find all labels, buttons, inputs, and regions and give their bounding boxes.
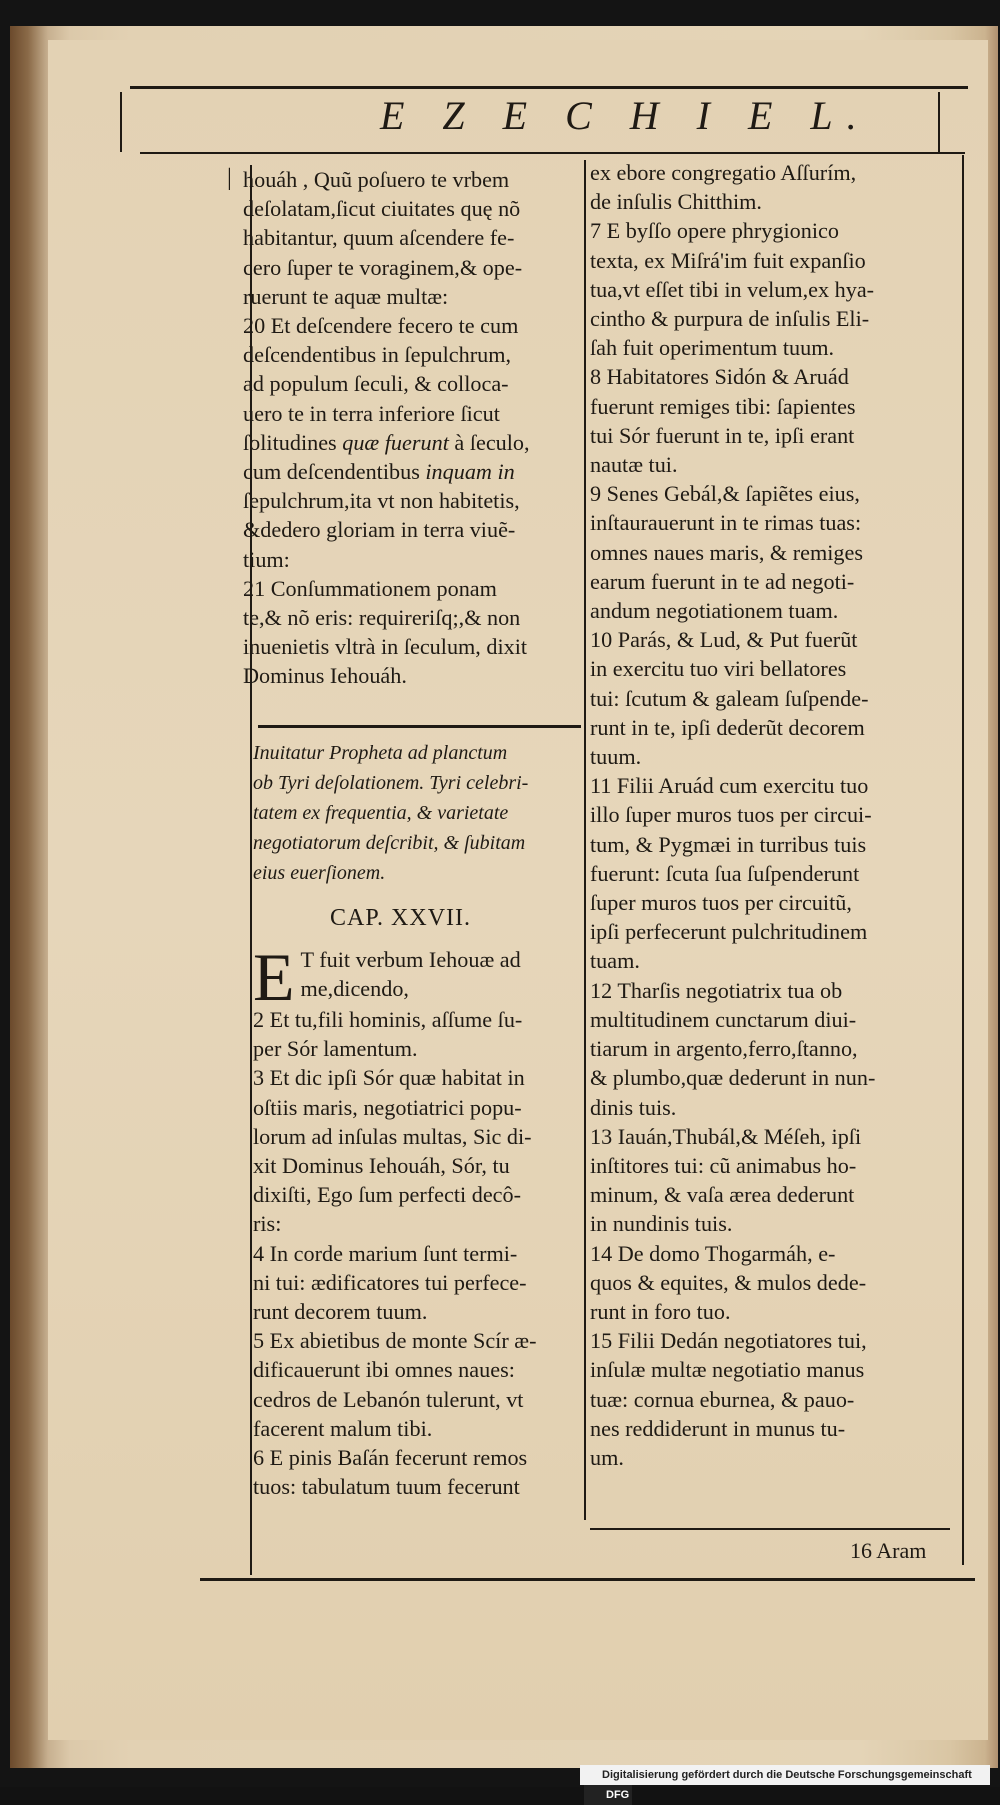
text-line: 10 Parás, & Lud, & Put fuerũt <box>590 627 858 653</box>
text-line: ſuper muros tuos per circuitũ, <box>590 890 852 916</box>
text-line: dificauerunt ibi omnes naues: <box>253 1357 515 1383</box>
dfg-logo: DFG <box>584 1785 632 1805</box>
verse-20-line <box>243 428 588 457</box>
running-title: E Z E C H I E L. <box>380 93 871 138</box>
top-outer-rule <box>130 86 968 89</box>
text-line: illo ſuper muros tuos per circui- <box>590 802 872 828</box>
text-line: xit Dominus Iehouáh, Sór, tu <box>253 1153 510 1179</box>
verse-20-line: uero te in terra inferiore ſicut <box>243 400 500 426</box>
verse-1-line: me,dicendo, <box>300 976 409 1002</box>
verse-21-line: te,& nõ eris: requireriſq;,& non <box>243 605 521 631</box>
section-rule <box>258 725 581 728</box>
text-line: nes reddiderunt in munus tu- <box>590 1415 846 1441</box>
text-line: lorum ad inſulas multas, Sic di- <box>253 1123 532 1149</box>
verse-20-line: ad populum ſeculi, & colloca- <box>243 371 509 397</box>
text-line: 5 Ex abietibus de monte Scír æ- <box>253 1328 537 1354</box>
text-line: 8 Habitatores Sidón & Aruád <box>590 364 849 390</box>
verse-20-line: deſcendentibus in ſepulchrum, <box>243 342 512 368</box>
text-line: 11 Filii Aruád cum exercitu tuo <box>590 773 869 799</box>
text-line: inſulæ multæ negotiatio manus <box>590 1357 865 1383</box>
text-line: earum fuerunt in te ad negoti- <box>590 568 855 594</box>
top-inner-rule <box>140 152 965 154</box>
text-line: ni tui: ædificatores tui perfece- <box>253 1269 527 1295</box>
text-line: 9 Senes Gebál,& ſapiẽtes eius, <box>590 481 860 507</box>
italic-run: quæ fuerunt <box>342 429 449 455</box>
text-line: dixiſti, Ego ſum perfecti decô- <box>253 1182 522 1208</box>
verse-1-line: T fuit verbum Iehouæ ad <box>300 947 521 972</box>
text-line: tiarum in argento,ferro,ſtanno, <box>590 1036 858 1062</box>
text-line: tui Sór fuerunt in te, ipſi erant <box>590 422 855 448</box>
text-line: fuerunt remiges tibi: ſapientes <box>590 393 856 419</box>
right-column <box>590 158 960 1472</box>
verse-21-line: inuenietis vltrà in ſeculum, dixit <box>243 634 528 660</box>
text-line: in exercitu tuo viri bellatores <box>590 656 847 682</box>
italic-run: inquam in <box>425 459 515 485</box>
text-line: per Sór lamentum. <box>253 1036 418 1062</box>
chapter-heading: CAP. XXVII. <box>330 905 472 931</box>
text-line: runt decorem tuum. <box>253 1299 428 1325</box>
text-line: quos & equites, & mulos dede- <box>590 1269 867 1295</box>
text-line: ipſi perfecerunt pulchritudinem <box>590 919 868 945</box>
text-line: tum, & Pygmæi in turribus tuis <box>590 831 867 857</box>
summary-line: negotiatorum deſcribit, & ſubitam <box>253 832 526 854</box>
summary-line: ob Tyri deſolationem. Tyri celebri- <box>253 772 529 794</box>
footer-text: Digitalisierung gefördert durch die Deutsche Forschungsgemeinschaft <box>602 1769 972 1781</box>
verse-21-line: Dominus Iehouáh. <box>243 663 407 689</box>
text-line: dinis tuis. <box>590 1094 677 1120</box>
catchword: 16 Aram <box>850 1538 927 1563</box>
verse-20-line <box>243 457 588 486</box>
text-line: in nundinis tuis. <box>590 1211 733 1237</box>
text-line: cedros de Lebanón tulerunt, vt <box>253 1386 524 1412</box>
summary-line: tatem ex frequentia, & varietate <box>253 802 509 824</box>
chapter-text <box>253 945 598 1501</box>
text-line: inſtaurauerunt in te rimas tuas: <box>590 510 862 536</box>
chapter-summary <box>253 738 599 888</box>
text-line: runt in te, ipſi dederũt decorem <box>590 714 865 740</box>
text-line: fuerunt: ſcuta ſua ſuſpenderunt <box>590 860 860 886</box>
verse-20-line: tium: <box>243 546 290 572</box>
right-frame-rule <box>962 155 964 1565</box>
text-line: andum negotiationem tuam. <box>590 598 839 624</box>
text-line: tui: ſcutum & galeam ſuſpende- <box>590 685 869 711</box>
text-line: cero ſuper te voraginem,& ope- <box>243 254 523 280</box>
text-line: deſolatam,ſicut ciuitates quę nõ <box>243 196 521 222</box>
drop-cap: E <box>253 945 295 1005</box>
verse-20-line: 20 Et deſcendere fecero te cum <box>243 313 519 339</box>
verse-20-line: &dedero gloriam in terra viuẽ- <box>243 517 516 543</box>
text-line: texta, ex Miſrá'im fuit expanſio <box>590 247 866 273</box>
text-line: 13 Iauán,Thubál,& Méſeh, ipſi <box>590 1123 862 1149</box>
text-line: ſah fuit operimentum tuum. <box>590 335 835 361</box>
text-run: ſolitudines <box>243 429 343 455</box>
text-line: de inſulis Chitthim. <box>590 189 762 215</box>
text-line: tuæ: cornua eburnea, & pauo- <box>590 1386 855 1412</box>
text-line: ruerunt te aquæ multæ: <box>243 283 449 309</box>
text-line: 14 De domo Thogarmáh, e- <box>590 1240 836 1266</box>
text-line: & plumbo,quæ dederunt in nun- <box>590 1065 876 1091</box>
text-line: 2 Et tu,fili hominis, aſſume ſu- <box>253 1007 523 1032</box>
text-run: à ſeculo, <box>448 429 530 455</box>
left-frame-rule <box>120 92 122 152</box>
text-line: tuos: tabulatum tuum fecerunt <box>253 1474 520 1500</box>
text-run: cum deſcendentibus <box>243 459 426 485</box>
text-line: multitudinem cunctarum diui- <box>590 1006 857 1032</box>
text-line: facerent malum tibi. <box>253 1415 433 1441</box>
text-line: tua,vt eſſet tibi in velum,ex hya- <box>590 276 875 302</box>
text-line: 12 Tharſis negotiatrix tua ob <box>590 977 843 1003</box>
summary-line: Inuitatur Propheta ad planctum <box>253 742 508 764</box>
text-line: habitantur, quum aſcendere fe- <box>243 225 515 251</box>
verse-20-line: ſepulchrum,ita vt non habitetis, <box>243 488 520 514</box>
text-line: omnes naues maris, & remiges <box>590 539 863 565</box>
verse-21-line: 21 Conſummationem ponam <box>243 575 497 601</box>
bottom-column-rule <box>590 1528 950 1530</box>
text-line: 7 E byſſo opere phrygionico <box>590 218 839 244</box>
text-line: cintho & purpura de inſulis Eli- <box>590 306 870 332</box>
digitization-footer <box>580 1765 990 1801</box>
left-column <box>243 165 588 691</box>
text-line: 6 E pinis Baſán fecerunt remos <box>253 1445 528 1471</box>
text-line: oſtiis maris, negotiatrici popu- <box>253 1094 522 1120</box>
text-line: houáh , Quũ poſuero te vrbem <box>243 167 510 192</box>
text-line: runt in foro tuo. <box>590 1298 731 1324</box>
text-line: um. <box>590 1444 624 1470</box>
text-line: 3 Et dic ipſi Sór quæ habitat in <box>253 1065 525 1091</box>
text-line: inſtitores tui: cũ animabus ho- <box>590 1152 857 1178</box>
text-line: ris: <box>253 1211 282 1237</box>
text-line: tuum. <box>590 744 642 770</box>
summary-line: eius euerſionem. <box>253 862 386 884</box>
bottom-outer-rule <box>200 1578 975 1581</box>
text-line: minum, & vaſa ærea dederunt <box>590 1182 855 1208</box>
text-line: ex ebore congregatio Aſſurím, <box>590 160 857 185</box>
margin-mark: | <box>227 165 232 191</box>
text-line: 4 In corde marium ſunt termi- <box>253 1240 518 1266</box>
text-line: tuam. <box>590 948 640 974</box>
text-line: 15 Filii Dedán negotiatores tui, <box>590 1328 867 1354</box>
text-line: nautæ tui. <box>590 452 678 478</box>
verse-1 <box>253 945 598 1005</box>
right-frame-rule-top <box>938 92 940 152</box>
